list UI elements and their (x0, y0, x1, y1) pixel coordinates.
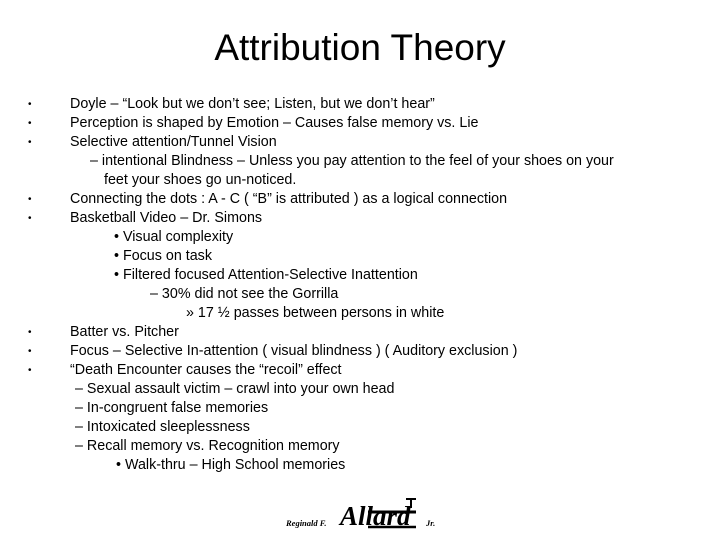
bullet-dot: • (28, 99, 32, 110)
bullet-dot: • (28, 365, 32, 376)
list-item: Perception is shaped by Emotion – Causes false memory vs. Lie (70, 115, 479, 131)
bullet-dot: • (28, 346, 32, 357)
list-subitem: – Intoxicated sleeplessness (75, 419, 250, 435)
list-subitem: – Recall memory vs. Recognition memory (75, 438, 340, 454)
bullet-dot: • (28, 327, 32, 338)
allard-logo (286, 494, 446, 534)
bullet-dot: • (28, 118, 32, 129)
list-subitem: – Sexual assault victim – crawl into your own head (75, 381, 395, 397)
list-subitem: • Filtered focused Attention-Selective Inattention (114, 267, 418, 283)
logo-wordmark: Allard (340, 501, 411, 531)
list-subitem: • Walk-thru – High School memories (116, 457, 346, 473)
list-item: Connecting the dots : A - C ( “B” is attributed ) as a logical connection (70, 191, 508, 207)
logo-mark (286, 494, 446, 534)
list-subitem: • Visual complexity (114, 229, 234, 245)
bullet-dot: • (28, 137, 32, 148)
bullet-dot: • (28, 194, 32, 205)
logo-name-prefix: Reginald F. (286, 518, 327, 528)
list-subitem: – intentional Blindness – Unless you pay attention to the feel of your shoes on your (90, 153, 614, 169)
list-item: Selective attention/Tunnel Vision (70, 134, 277, 150)
list-subitem: » 17 ½ passes between persons in white (186, 305, 445, 321)
slide-title: Attribution Theory (214, 27, 506, 68)
list-item: Batter vs. Pitcher (70, 324, 179, 340)
list-subitem-continued: feet your shoes go un-noticed. (104, 172, 297, 188)
list-item: “Death Encounter causes the “recoil” effect (70, 362, 342, 378)
logo-name-suffix: Jr. (426, 518, 436, 528)
list-subitem: • Focus on task (114, 248, 212, 264)
list-item: Focus – Selective In-attention ( visual blindness ) ( Auditory exclusion ) (70, 343, 518, 359)
list-subitem: – 30% did not see the Gorrilla (150, 286, 339, 302)
list-item: Basketball Video – Dr. Simons (70, 210, 263, 226)
list-subitem: – In-congruent false memories (75, 400, 269, 416)
bullet-dot: • (28, 213, 32, 224)
list-item: Doyle – “Look but we don’t see; Listen, but we don’t hear” (70, 96, 435, 112)
